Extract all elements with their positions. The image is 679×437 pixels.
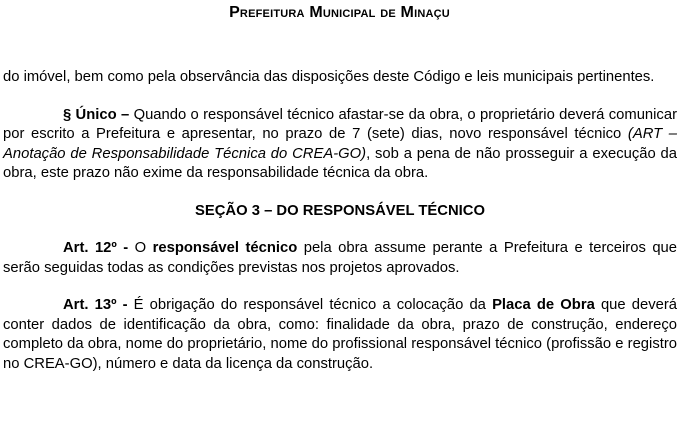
article-12 xyxy=(3,239,677,278)
document-body xyxy=(3,68,677,374)
art13-text-b: que deverá conter dados de identificação da obra, como: finalidade da obra, prazo de construção, endereço completo da obra, nome do proprietário, nome do profissional responsável técnico (profissão e registro no CREA-GO), número e data da licença da construção. xyxy=(3,297,678,372)
continuation-paragraph: do imóvel, bem como pela observância das disposições deste Código e leis municipais pertinentes. xyxy=(3,69,655,85)
art12-label: Art. 12º - xyxy=(63,240,129,256)
art12-text-b: pela obra assume perante a Prefeitura e terceiros que serão seguidas todas as condições previstas nos projetos aprovados. xyxy=(3,240,678,276)
unico-text-a: Quando o responsável técnico afastar-se da obra, o proprietário deverá comunicar por escrito a Prefeitura e apresentar, no prazo de 7 (sete) dias, novo responsável técnico xyxy=(3,106,677,142)
art13-text-a: É obrigação do responsável técnico a colocação da xyxy=(127,297,493,313)
art12-text-a: O xyxy=(128,240,153,256)
unico-label: § Único – xyxy=(63,106,130,123)
art13-bold: Placa de Obra xyxy=(492,297,595,313)
article-13 xyxy=(3,296,677,374)
paragraph-unico xyxy=(3,106,677,184)
art12-bold: responsável técnico xyxy=(152,240,298,256)
page-header: Prefeitura Municipal de Minaçu xyxy=(229,4,450,21)
section-title: SEÇÃO 3 – DO RESPONSÁVEL TÉCNICO xyxy=(195,202,485,219)
art13-label: Art. 13º - xyxy=(63,297,128,313)
unico-text-b: , sob a pena de não prosseguir a execução da obra, este prazo não exime da responsabilidade técnica da obra. xyxy=(3,145,677,181)
unico-italic: (ART – Anotação de Responsabilidade Técnica do CREA-GO) xyxy=(3,126,677,162)
